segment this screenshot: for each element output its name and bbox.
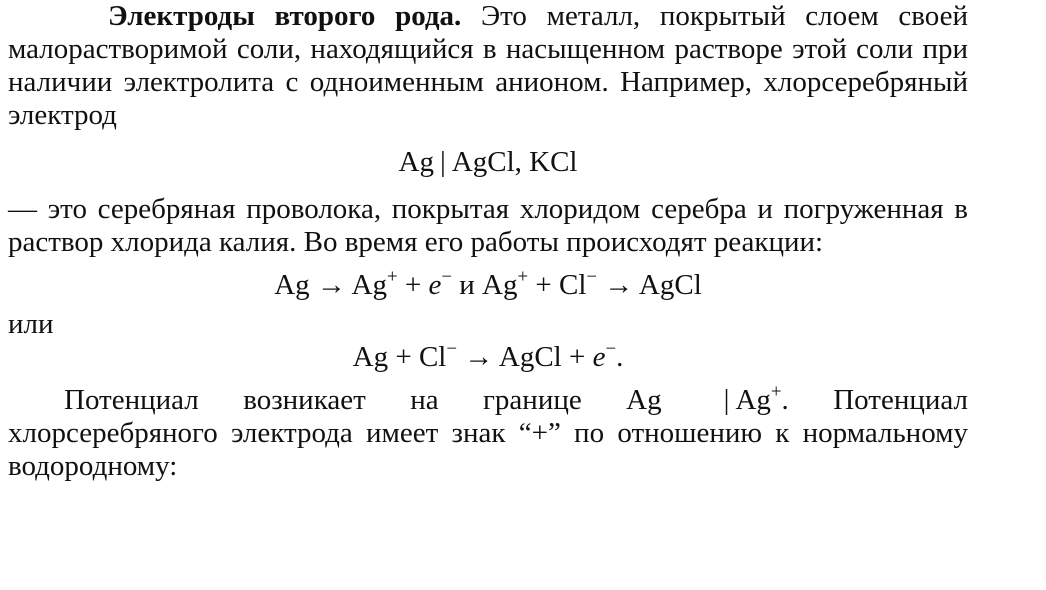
phase-boundary: | [723,384,730,416]
electron-symbol: e [428,269,442,301]
formula-part: → AgCl + [456,341,593,373]
formula-part: Ag + Cl [352,341,447,373]
document-page [8,0,968,483]
section-heading: Электроды второго рода. [108,0,462,32]
paragraph-text: Ag [735,384,771,416]
formula-part: + [397,269,429,301]
superscript: − [586,266,598,288]
superscript: + [517,266,529,288]
formula-part: . [616,341,624,373]
formula-part: Ag → Ag [274,269,387,301]
paragraph-description: — это серебряная проволока, покрытая хлоридом серебра и погруженная в раствор хлорида калия. Во время его работы происходят реакции: [8,193,968,258]
formula-part: и Ag [452,269,518,301]
superscript: − [441,266,453,288]
formula-left: Ag [398,146,434,178]
formula-right: AgCl, KCl [451,146,578,178]
formula-overall-reaction [8,338,968,374]
phase-boundary: | [439,146,446,178]
paragraph-electrodes-second-kind [8,0,968,132]
paragraph-text: Потенциал возникает на границе Ag [64,384,662,416]
superscript: − [605,338,617,360]
paragraph-text: . Потенциал хлорсеребряного электрода имеет знак “+” по отношению к нормальному водородному: [8,384,968,482]
superscript: + [770,381,782,403]
formula-part: → AgCl [597,269,702,301]
paragraph-text: Это металл, покрытый слоем своей малорастворимой соли, находящийся в насыщенном растворе этой соли при наличии электролита с одноименным анионом. Например, хлорсеребряный электрод [8,0,968,131]
electron-symbol: e [592,341,606,373]
formula-part: + Cl [528,269,587,301]
superscript: + [387,266,398,288]
connector-word: или [8,308,54,340]
formula-electrode-notation [8,146,968,179]
paragraph-potential [8,381,968,483]
formula-reactions [8,266,968,302]
superscript: − [446,338,457,360]
